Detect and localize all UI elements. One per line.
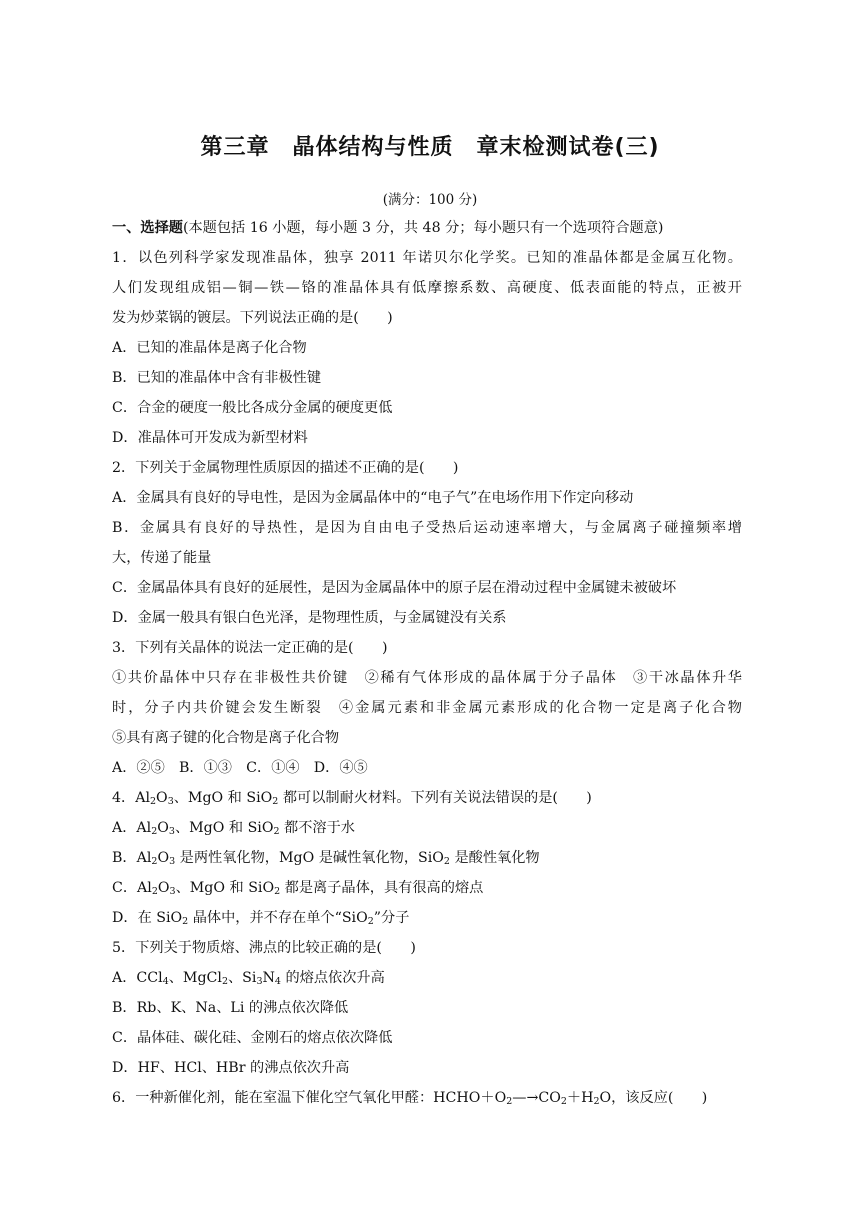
q2-option-b-line2: 大，传递了能量 xyxy=(112,550,212,566)
q3-statements-line1: ①共价晶体中只存在非极性共价键 ②稀有气体形成的晶体属于分子晶体 ③干冰晶体升华 xyxy=(112,670,742,686)
q5-stem: 5．下列关于物质熔、沸点的比较正确的是( ) xyxy=(112,940,416,956)
q4-option-b: B．$Al_2O_3$ 是两性氧化物，MgO 是碱性氧化物，SiO$_2$ 是酸性氧化物 xyxy=(112,850,540,867)
section-note: (本题包括 16 小题，每小题 3 分，共 48 分；每小题只有一个选项符合题意) xyxy=(182,220,664,236)
q1-option-b: B．已知的准晶体中含有非极性键 xyxy=(112,370,322,386)
q5-option-a: A．CCl$_4$、MgCl$_2$、$Si_3N_4$ 的熔点依次升高 xyxy=(112,970,385,987)
q1-option-a: A．已知的准晶体是离子化合物 xyxy=(112,340,307,356)
q4-stem: 4．$Al_2O_3$、MgO 和 SiO$_2$ 都可以制耐火材料。下列有关说法错误的是( ) xyxy=(112,790,592,807)
q2-option-b-line1: B．金属具有良好的导热性，是因为自由电子受热后运动速率增大，与金属离子碰撞频率增 xyxy=(112,520,742,536)
q3-options: A．②⑤ B．①③ C．①④ D．④⑤ xyxy=(112,760,368,776)
q5-option-b: B．Rb、K、Na、Li 的沸点依次降低 xyxy=(112,1000,349,1016)
q2-option-c: C．金属晶体具有良好的延展性，是因为金属晶体中的原子层在滑动过程中金属键未被破坏 xyxy=(112,580,677,596)
q5-option-d: D．HF、HCl、HBr 的沸点依次升高 xyxy=(112,1060,350,1076)
q4-option-a: A．$Al_2O_3$、MgO 和 SiO$_2$ 都不溶于水 xyxy=(112,820,355,837)
q4-option-c: C．$Al_2O_3$、MgO 和 SiO$_2$ 都是离子晶体，具有很高的熔点 xyxy=(112,880,484,897)
section-label: 一、选择题 xyxy=(112,220,183,236)
q5-option-c: C．晶体硅、碳化硅、金刚石的熔点依次降低 xyxy=(112,1030,393,1046)
q1-stem-line3: 发为炒菜锅的镀层。下列说法正确的是( ) xyxy=(112,310,393,326)
q2-option-d: D．金属一般具有银白色光泽，是物理性质，与金属键没有关系 xyxy=(112,610,507,626)
q2-stem: 2．下列关于金属物理性质原因的描述不正确的是( ) xyxy=(112,460,459,476)
q3-stem: 3．下列有关晶体的说法一定正确的是( ) xyxy=(112,640,388,656)
q6-stem: 6．一种新催化剂，能在室温下催化空气氧化甲醛：$HCHO+O_2—\to CO_2+H_2O$，该反应( ) xyxy=(112,1090,708,1107)
section-heading xyxy=(112,213,742,243)
q3-statements-line2: 时，分子内共价键会发生断裂 ④金属元素和非金属元素形成的化合物一定是离子化合物 xyxy=(112,700,742,716)
full-score-note: (满分：100 分) xyxy=(382,192,478,208)
q1-option-c: C．合金的硬度一般比各成分金属的硬度更低 xyxy=(112,400,393,416)
q2-option-a: A．金属具有良好的导电性，是因为金属晶体中的“电子气”在电场作用下作定向移动 xyxy=(112,490,634,506)
q1-stem-line1: 1．以色列科学家发现准晶体，独享 2011 年诺贝尔化学奖。已知的准晶体都是金属互化物。 xyxy=(112,250,742,266)
q1-stem-line2: 人们发现组成铝—铜—铁—铬的准晶体具有低摩擦系数、高硬度、低表面能的特点，正被开 xyxy=(112,280,742,296)
question-body xyxy=(112,213,742,1113)
q4-option-d: D．在 SiO$_2$ 晶体中，并不存在单个“SiO$_2$”分子 xyxy=(112,910,410,927)
page-title: 第三章 晶体结构与性质 章末检测试卷(三) xyxy=(200,135,660,160)
q1-option-d: D．准晶体可开发成为新型材料 xyxy=(112,430,308,446)
q3-statements-line3: ⑤具有离子键的化合物是离子化合物 xyxy=(112,730,340,746)
